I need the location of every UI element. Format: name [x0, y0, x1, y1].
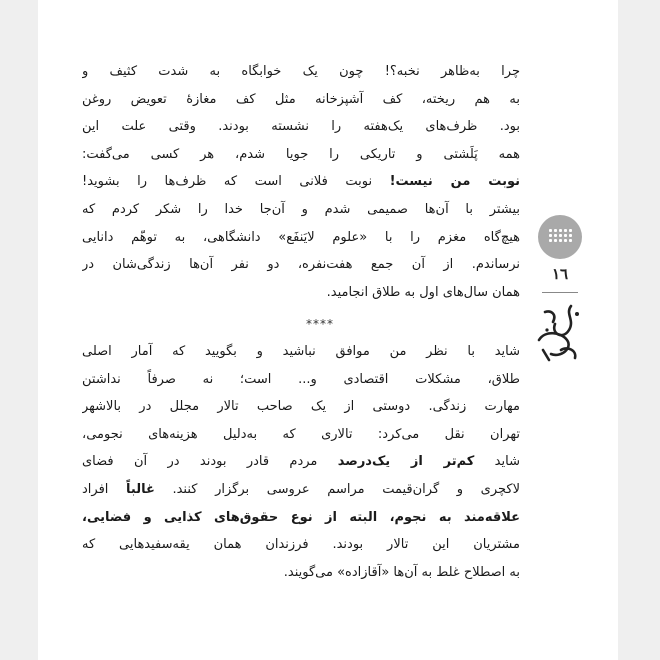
bold-text: نوبت من نیست! [389, 174, 520, 190]
text-line [82, 531, 520, 559]
text-line [82, 224, 520, 252]
paragraph-1 [82, 58, 520, 306]
text-run: همان سال‌های اول به طلاق انجامید. [326, 284, 520, 300]
text-run: تهران نقل می‌کرد: تالاری که به‌دلیل هزینه‌های نجومی، [82, 426, 520, 442]
text-run: نوبت فلانی است که ظرف‌ها را بشوید! [82, 174, 390, 190]
text-line [82, 421, 520, 449]
text-line [82, 559, 520, 587]
paragraph-2 [82, 338, 520, 586]
calligraphy-logo-icon [531, 300, 587, 364]
text-line [82, 196, 520, 224]
text-run: بیشتر با آن‌ها صمیمی شدم و آن‌جا خدا را شکر کردم که [82, 201, 520, 217]
text-run: به هم ریخته، کف آشپزخانه مثل کف مغازۀ تعویض روغن [82, 91, 520, 107]
bold-text: کم‌تر از یک‌درصد [337, 454, 475, 470]
dots-grid-icon [538, 215, 582, 259]
bold-text: غالباً [126, 481, 155, 497]
text-line [82, 476, 520, 504]
text-run: چرا به‌ظاهر نخبه؟! چون یک خوابگاه به شدت کثیف و [82, 64, 520, 79]
page-number-rule [542, 292, 578, 293]
text-line [82, 504, 520, 532]
text-line [82, 393, 520, 421]
text-run: نرساندم. از آن جمع هفت‌نفره، دو نفر آن‌ها زندگی‌شان در [82, 257, 520, 273]
text-line [82, 58, 520, 86]
text-line [82, 113, 520, 141]
text-line [82, 168, 520, 196]
section-separator: **** [306, 317, 334, 331]
text-run: مشتریان این تالار بودند. فرزندان همان یقه‌سفیدهایی که [82, 537, 520, 553]
text-line [82, 86, 520, 114]
text-run: مردم قادر بودند در آن فضای [82, 454, 338, 470]
text-run: به اصطلاح غلط به آن‌ها «آقازاده» می‌گویند. [283, 564, 520, 580]
text-run: شاید با نظر من موافق نباشید و بگویید که آمار اصلی [82, 344, 520, 359]
text-run: همه پَلَشتی و تاریکی را جویا شدم، هر کسی می‌گفت: [82, 146, 520, 162]
text-line [82, 338, 520, 366]
text-run: هیچ‌گاه مغزم را با «علوم لایَنفَع» دانشگاهی، به توهّم دانایی [82, 229, 520, 245]
text-line [82, 448, 520, 476]
text-run: طلاق، مشکلات اقتصادی و... است؛ نه صرفاً نداشتن [82, 371, 520, 387]
text-line [82, 366, 520, 394]
book-page [38, 0, 618, 660]
text-run: شاید [474, 454, 520, 470]
text-run: افراد [82, 481, 127, 497]
bold-text: علاقه‌مند به نجوم، البته از نوع حقوق‌های کذایی و فضایی، [82, 509, 520, 525]
text-run: مهارت زندگی. دوستی از یک صاحب تالار مجلل در بالاشهر [82, 399, 520, 415]
text-line [82, 279, 520, 307]
text-run: بود. ظرف‌های یک‌هفته را نشسته بودند. وقتی علت این [82, 119, 520, 135]
text-line [82, 251, 520, 279]
text-line [82, 141, 520, 169]
page-number: ١٦ [551, 265, 569, 283]
text-run: لاکچری و گران‌قیمت مراسم عروسی برگزار کنند. [154, 481, 520, 497]
